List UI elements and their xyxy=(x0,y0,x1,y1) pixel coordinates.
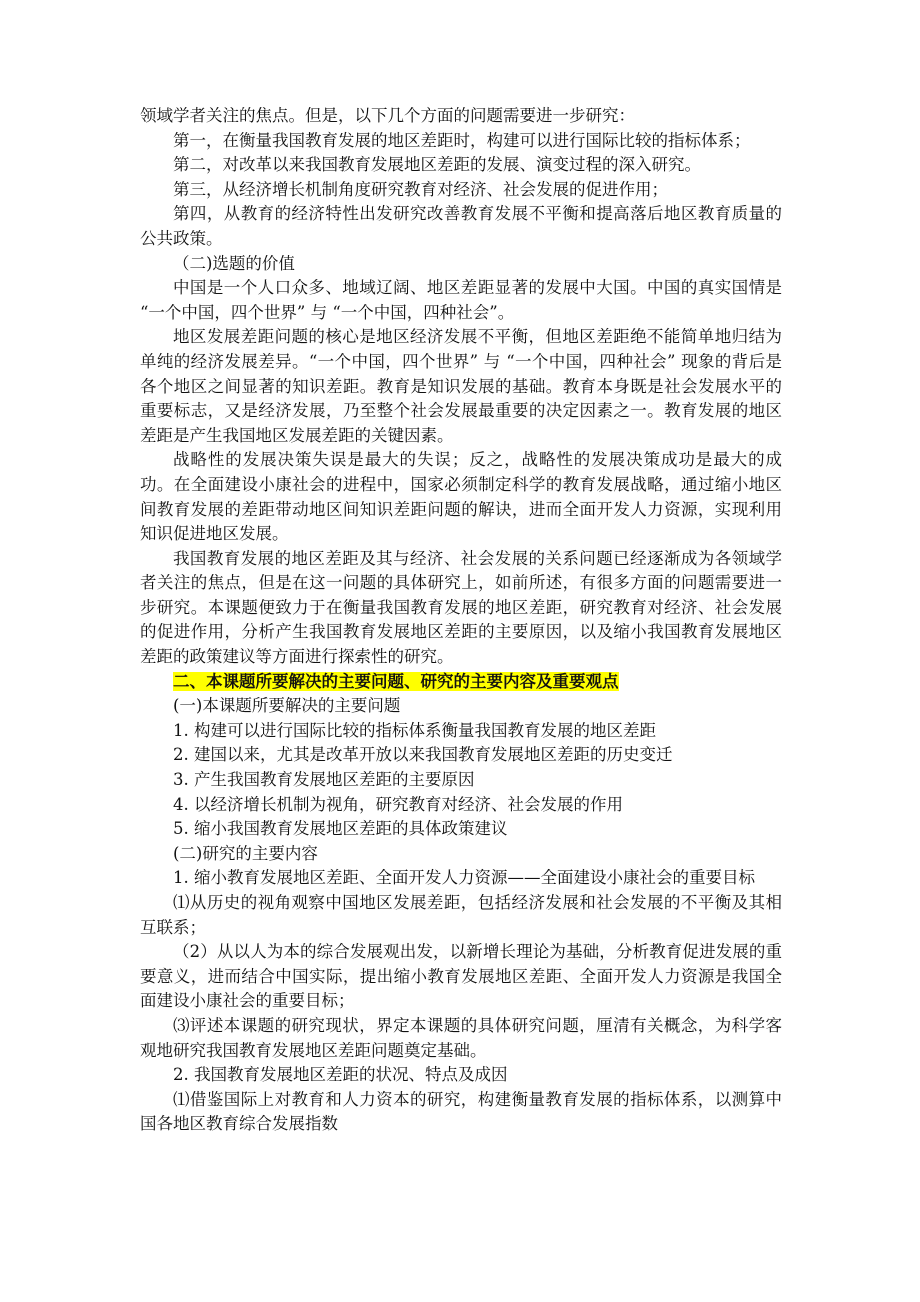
document-body xyxy=(140,104,782,1137)
paragraph: 战略性的发展决策失误是最大的失误；反之，战略性的发展决策成功是最大的成功。在全面建设小康社会的进程中，国家必须制定科学的教育发展战略，通过缩小地区间教育发展的差距带动地区间知识差距问题的解诀，进而全面开发人力资源，实现利用知识促进地区发展。 xyxy=(140,450,782,544)
highlighted-section-heading: 二、本课题所要解决的主要问题、研究的主要内容及重要观点 xyxy=(173,671,619,691)
paragraph: 第二，对改革以来我国教育发展地区差距的发展、演变过程的深入研究。 xyxy=(173,155,701,175)
paragraph: 地区发展差距问题的核心是地区经济发展不平衡，但地区差距绝不能简单地归结为单纯的经济发展差异。“一个中国，四个世界” 与 “一个中国，四种社会” 现象的背后是各个地区之间显著的知识差距。教育是知识发展的基础。教育本身既是社会发展水平的重要标志，又是经济发展，乃至整个社会发展最重要的决定因素之一。教育发展的地区差距是产生我国地区发展差距的关键因素。 xyxy=(140,327,782,445)
paragraph: 第三，从经济增长机制角度研究教育对经济、社会发展的促进作用； xyxy=(173,179,668,199)
list-item: 1. 缩小教育发展地区差距、全面开发人力资源——全面建设小康社会的重要目标 xyxy=(173,868,755,888)
paragraph: 领域学者关注的焦点。但是，以下几个方面的问题需要进一步研究： xyxy=(140,106,635,125)
section-heading: （二)选题的价值 xyxy=(173,253,295,273)
paragraph: 我国教育发展的地区差距及其与经济、社会发展的关系问题已经逐渐成为各领域学者关注的焦点，但是在这一问题的具体研究上，如前所述，有很多方面的问题需要进一步研究。本课题便致力于在衡量我国教育发展的地区差距，研究教育对经济、社会发展的促进作用，分析产生我国教育发展地区差距的主要原因，以及缩小我国教育发展地区差距的政策建议等方面进行探索性的研究。 xyxy=(140,548,782,667)
paragraph: 第一，在衡量我国教育发展的地区差距时，构建可以进行国际比较的指标体系； xyxy=(173,130,751,150)
list-item: 2. 我国教育发展地区差距的状况、特点及成因 xyxy=(173,1065,508,1085)
paragraph: 中国是一个人口众多、地域辽阔、地区差距显著的发展中大国。中国的真实国情是 “一个中国，四个世界” 与 “一个中国，四种社会”。 xyxy=(140,278,782,322)
list-item: 3. 产生我国教育发展地区差距的主要原因 xyxy=(173,770,475,790)
list-item: 5. 缩小我国教育发展地区差距的具体政策建议 xyxy=(173,819,508,839)
section-heading: (二)研究的主要内容 xyxy=(173,843,318,863)
list-item: ⑴借鉴国际上对教育和人力资本的研究，构建衡量教育发展的指标体系，以测算中国各地区教育综合发展指数 xyxy=(140,1089,782,1134)
list-item: 1. 构建可以进行国际比较的指标体系衡量我国教育发展的地区差距 xyxy=(173,720,656,740)
list-item: ⑶评述本课题的研究现状，界定本课题的具体研究问题，厘清有关概念，为科学客观地研究我国教育发展地区差距问题奠定基础。 xyxy=(140,1015,782,1060)
list-item: ⑴从历史的视角观察中国地区发展差距，包括经济发展和社会发展的不平衡及其相互联系； xyxy=(140,893,782,937)
list-item: 4. 以经济增长机制为视角，研究教育对经济、社会发展的作用 xyxy=(173,794,623,814)
list-item: （2）从以人为本的综合发展观出发，以新增长理论为基础，分析教育促进发展的重要意义，进而结合中国实际，提出缩小教育发展地区差距、全面开发人力资源是我国全面建设小康社会的重要目标； xyxy=(140,942,782,1011)
list-item: 2. 建国以来，尤其是改革开放以来我国教育发展地区差距的历史变迁 xyxy=(173,745,673,765)
paragraph: 第四，从教育的经济特性出发研究改善教育发展不平衡和提高落后地区教育质量的公共政策。 xyxy=(140,204,782,248)
section-heading: (一)本课题所要解决的主要问题 xyxy=(173,696,401,716)
